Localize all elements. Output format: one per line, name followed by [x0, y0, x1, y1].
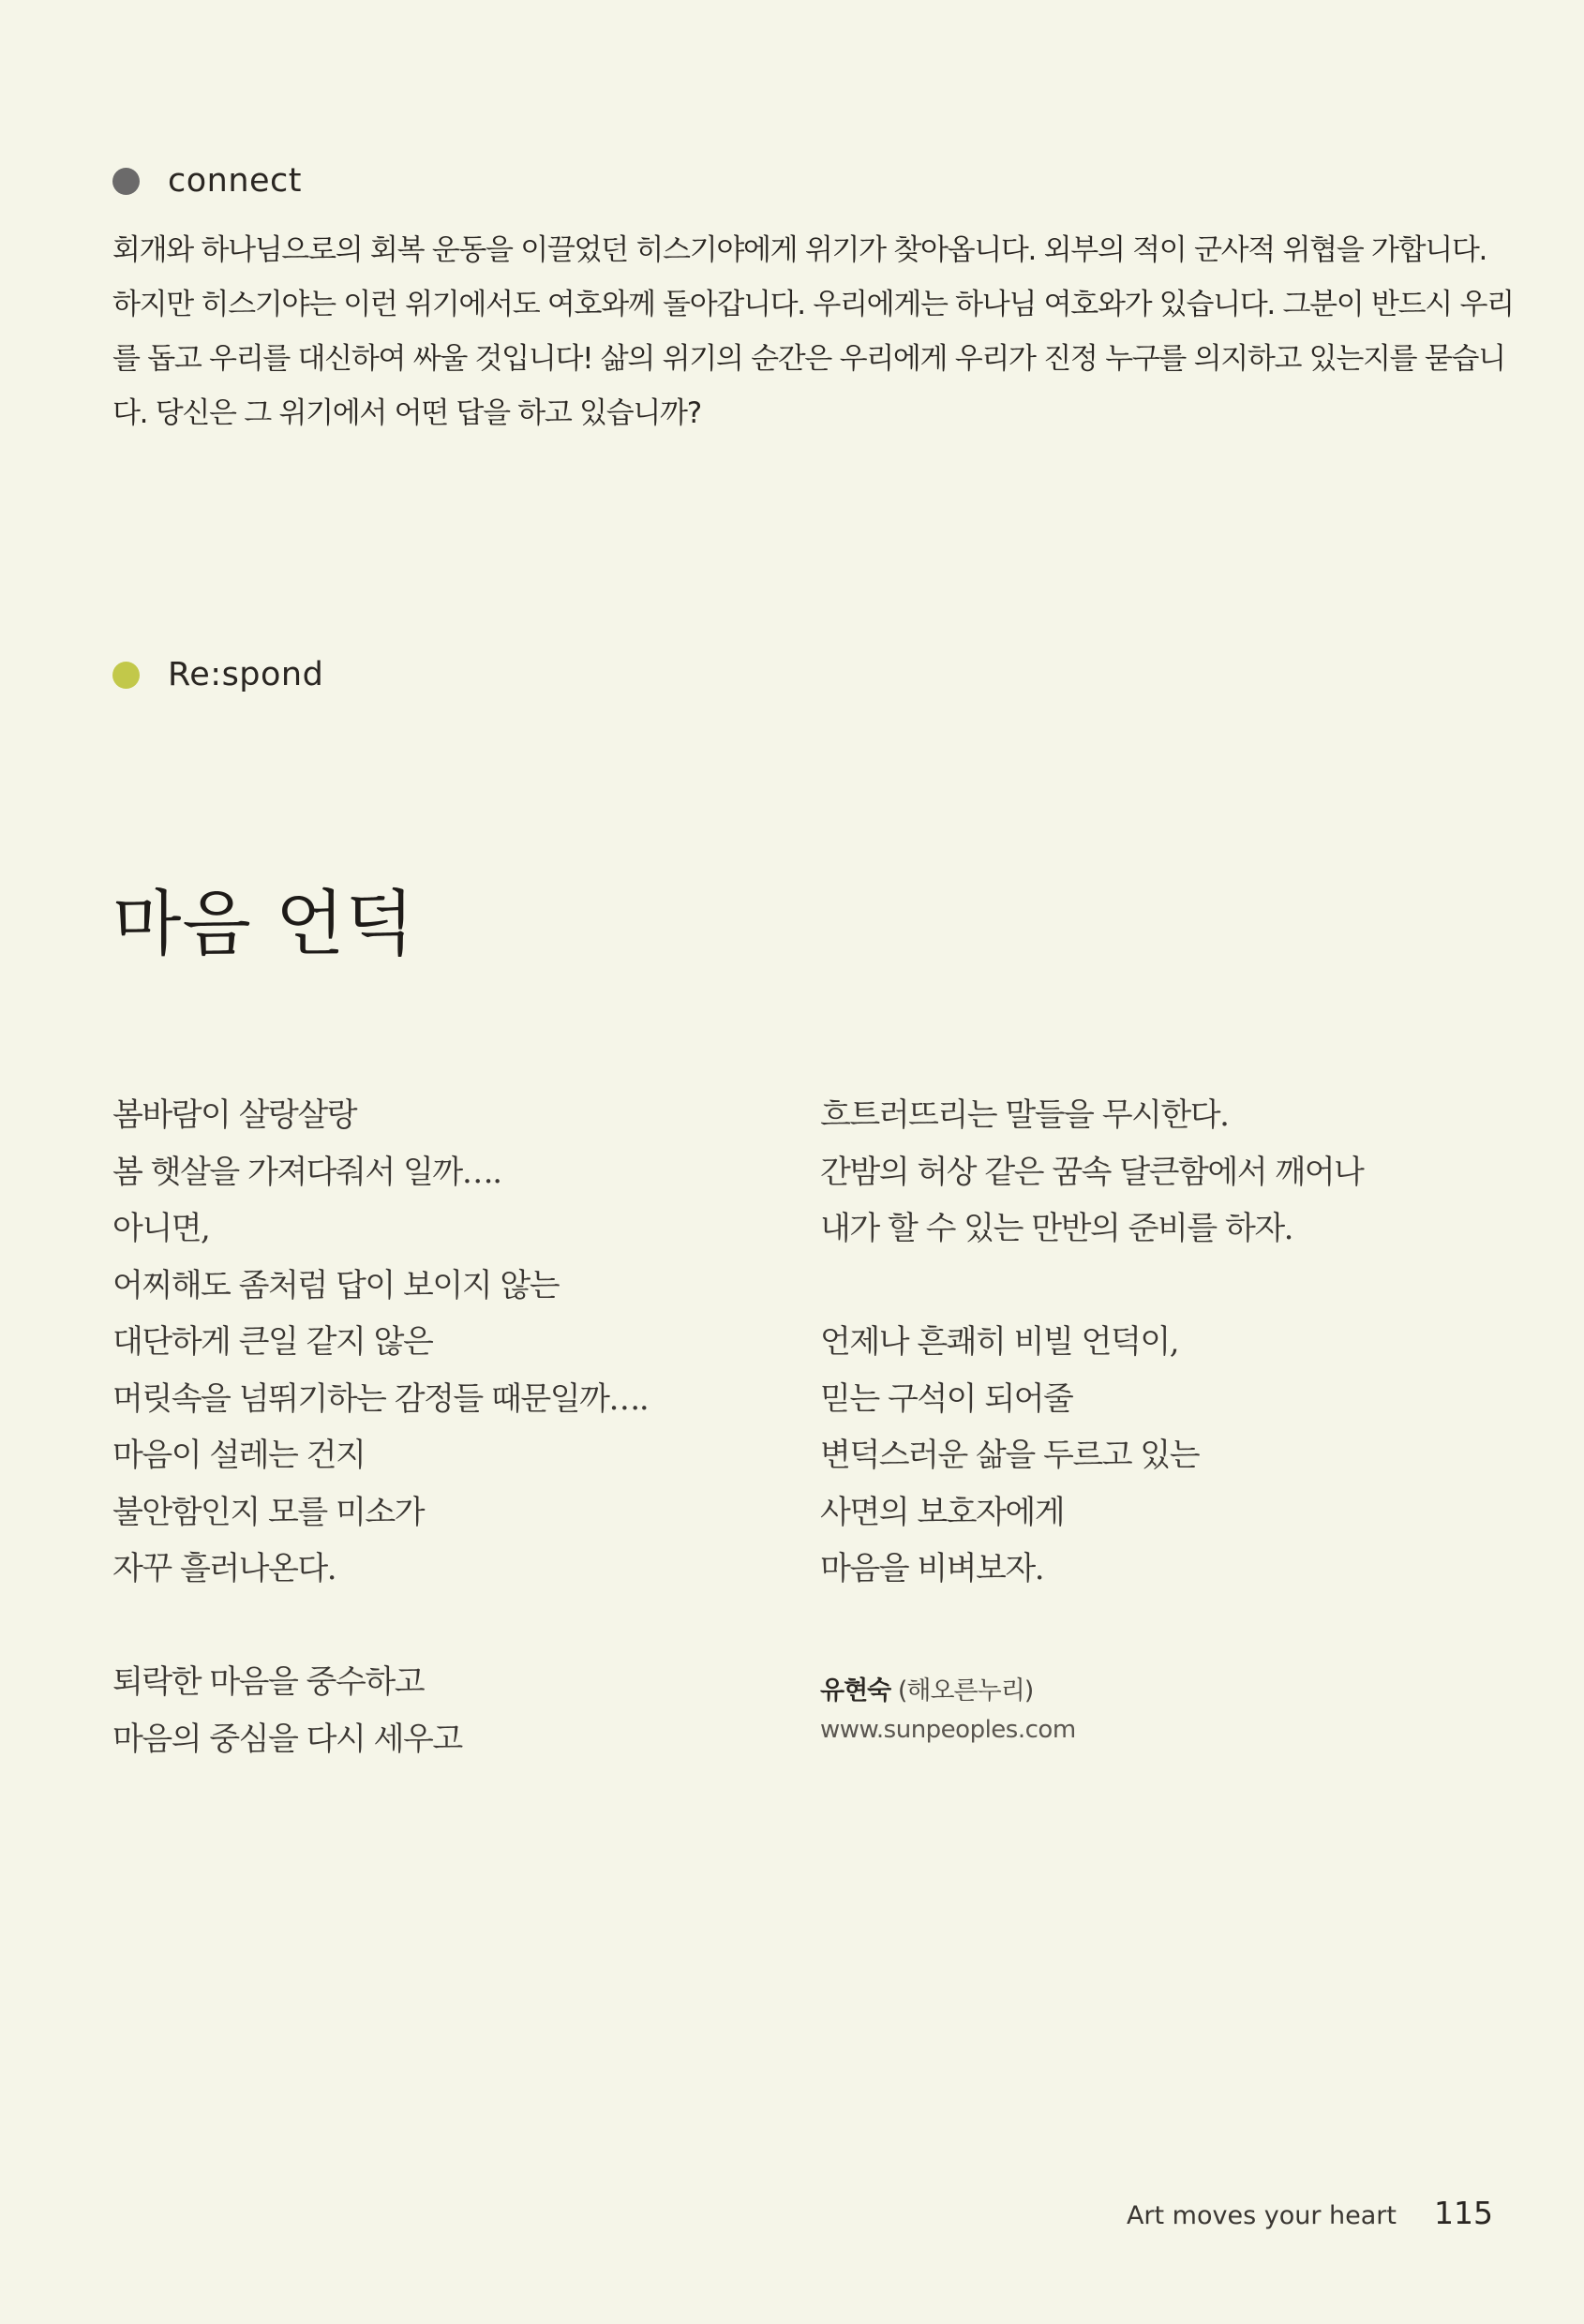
- author-group: (해오른누리): [897, 1676, 1034, 1706]
- connect-label: connect: [168, 162, 303, 200]
- author-name: 유현숙: [820, 1676, 891, 1706]
- poem-line: 흐트러뜨리는 말들을 무시한다.: [820, 1096, 1229, 1134]
- connect-bullet-icon: [112, 168, 140, 195]
- connect-line: 하지만 히스기야는 이런 위기에서도 여호와께 돌아갑니다. 우리에게는 하나님 여호와가 있습니다. 그분이 반드시 우리: [112, 288, 1514, 321]
- respond-section-header: [112, 656, 323, 693]
- connect-line: 다. 당신은 그 위기에서 어떤 답을 하고 있습니까?: [112, 396, 701, 430]
- poem-line: 마음이 설레는 건지: [112, 1437, 366, 1474]
- connect-line: 회개와 하나님으로의 회복 운동을 이끌었던 히스기야에게 위기가 찾아옵니다. 외부의 적이 군사적 위협을 가합니다.: [112, 233, 1487, 267]
- respond-bullet-icon: [112, 662, 140, 689]
- poem-line: 어찌해도 좀처럼 답이 보이지 않는: [112, 1266, 560, 1304]
- connect-body: [112, 223, 1514, 440]
- poem-credit: [820, 1670, 1076, 1744]
- connect-section-header: [112, 162, 302, 200]
- respond-label: Re:spond: [168, 656, 324, 693]
- poem-line: 머릿속을 넘뛰기하는 감정들 때문일까….: [112, 1379, 649, 1418]
- page-number: 115: [1434, 2195, 1493, 2231]
- poem-line: 불안함인지 모를 미소가: [112, 1493, 425, 1531]
- poem-line: 마음을 비벼보자.: [820, 1550, 1044, 1587]
- poem-line: 자꾸 흘러나온다.: [112, 1550, 336, 1587]
- poem-line: 봄바람이 살랑살랑: [112, 1096, 357, 1134]
- poem-title: 마음 언덕: [112, 882, 415, 965]
- poem-line: 언제나 흔쾌히 비빌 언덕이,: [820, 1323, 1179, 1361]
- poem-line: 사면의 보호자에게: [820, 1493, 1065, 1531]
- poem-line: 퇴락한 마음을 중수하고: [112, 1663, 425, 1701]
- poem-line: 믿는 구석이 되어줄: [820, 1379, 1073, 1418]
- author-website: www.sunpeoples.com: [820, 1716, 1076, 1744]
- poem-line: 간밤의 허상 같은 꿈속 달큰함에서 깨어나: [820, 1153, 1364, 1191]
- stanza-break: [112, 1598, 648, 1655]
- poem-left-column: [112, 1087, 648, 1767]
- poem-line: 마음의 중심을 다시 세우고: [112, 1720, 462, 1758]
- connect-line: 를 돕고 우리를 대신하여 싸울 것입니다! 삶의 위기의 순간은 우리에게 우리가 진정 누구를 의지하고 있는지를 묻습니: [112, 342, 1505, 376]
- poem-line: 대단하게 큰일 같지 않은: [112, 1323, 433, 1361]
- footer-tagline: Art moves your heart: [1126, 2201, 1397, 2230]
- poem-line: 아니면,: [112, 1210, 210, 1247]
- author-line: [820, 1670, 1076, 1706]
- poem-line: 봄 햇살을 가져다줘서 일까….: [112, 1153, 501, 1191]
- poem-line: 내가 할 수 있는 만반의 준비를 하자.: [820, 1210, 1293, 1247]
- poem-right-column: [820, 1087, 1363, 1598]
- stanza-break: [820, 1258, 1363, 1315]
- page-footer: [1127, 2195, 1493, 2231]
- poem-line: 변덕스러운 삶을 두르고 있는: [820, 1437, 1200, 1474]
